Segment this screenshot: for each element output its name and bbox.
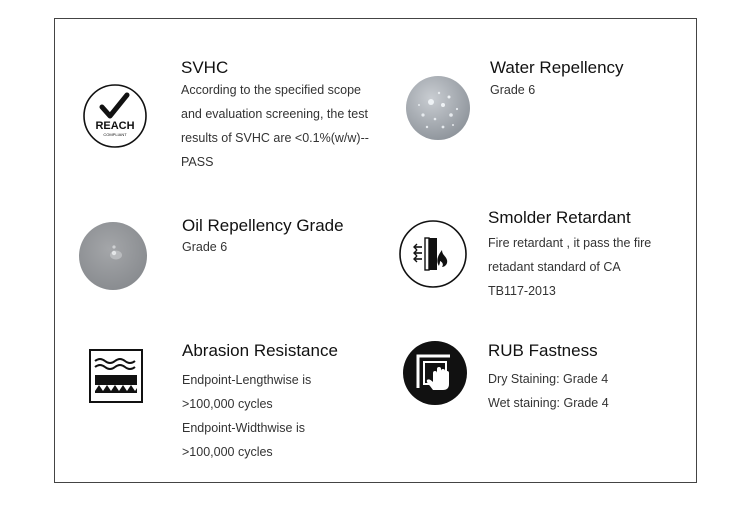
feature-desc-abrasion (182, 368, 311, 464)
desc-line: PASS (181, 155, 214, 169)
desc-line: According to the specified scope (181, 83, 361, 97)
desc-line: >100,000 cycles (182, 397, 273, 411)
feature-title-smolder: Smolder Retardant (488, 208, 631, 227)
feature-desc-oil (182, 235, 227, 259)
feature-title-oil: Oil Repellency Grade (182, 216, 344, 235)
feature-title-svhc: SVHC (181, 58, 229, 77)
rub-hand-icon (402, 340, 468, 406)
reach-compliant-icon (82, 83, 148, 149)
desc-line: TB117-2013 (488, 284, 556, 298)
abrasion-icon (89, 349, 143, 403)
fire-retardant-icon (399, 220, 467, 288)
desc-line: Endpoint-Lengthwise is (182, 373, 312, 387)
feature-desc-smolder (488, 231, 651, 303)
feature-desc-svhc (181, 78, 369, 174)
feature-title-rub: RUB Fastness (488, 341, 598, 360)
desc-line: Endpoint-Widthwise is (182, 421, 305, 435)
desc-line: Wet staining: Grade 4 (488, 396, 609, 410)
desc-line: Grade 6 (490, 83, 536, 97)
desc-line: and evaluation screening, the test (181, 107, 368, 121)
desc-line: Grade 6 (182, 240, 228, 254)
desc-line: retadant standard of CA (488, 260, 621, 274)
desc-line: Fire retardant , it pass the fire (488, 236, 652, 250)
compliant-badge-text: COMPLIANT (103, 132, 127, 137)
desc-line: >100,000 cycles (182, 445, 273, 459)
feature-title-abrasion: Abrasion Resistance (182, 341, 338, 360)
reach-badge-text: REACH (95, 120, 135, 132)
desc-line: results of SVHC are <0.1%(w/w)-- (181, 131, 369, 145)
water-droplets-icon (405, 75, 471, 141)
feature-title-water: Water Repellency (490, 58, 624, 77)
oil-droplet-icon (78, 221, 148, 291)
feature-desc-water (490, 78, 535, 102)
feature-desc-rub (488, 367, 609, 415)
desc-line: Dry Staining: Grade 4 (488, 372, 609, 386)
